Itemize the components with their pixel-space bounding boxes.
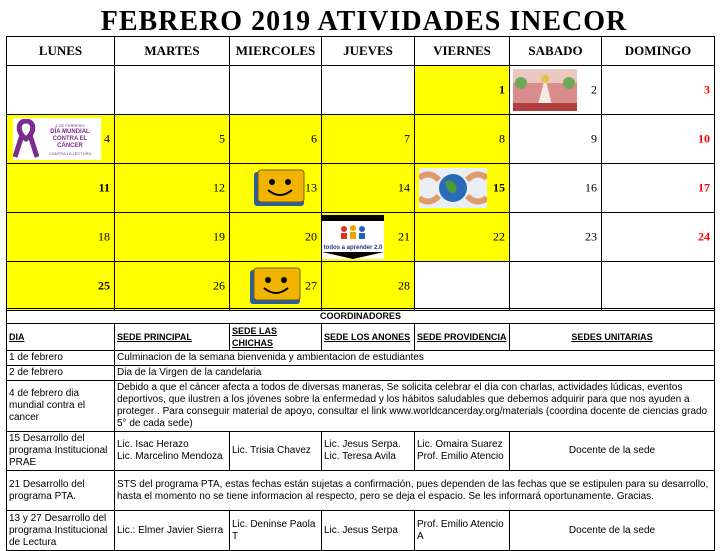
calendar-week [7, 262, 715, 311]
day-number: 18 [98, 229, 110, 244]
column-header: SEDE LAS CHICHAS [230, 324, 322, 351]
weekday-header: MARTES [115, 37, 230, 66]
day-cell [115, 164, 230, 213]
day-cell [510, 66, 602, 115]
sede-principal-coordinator: Lic. Isac Herazo Lic. Marcelino Mendoza [115, 432, 230, 471]
ribbon-caption: CONTRA EL [52, 135, 88, 142]
day-number: 21 [398, 229, 410, 244]
ribbon-caption-date: 4 DE FEBRERO [55, 122, 85, 128]
ribbon-caption: DÍA MUNDIAL [50, 128, 90, 135]
sede-chichas-coordinator: Lic. Trisia Chavez [230, 432, 322, 471]
sede-anones-coordinator: Lic. Jesus Serpa. Lic. Teresa Avila [322, 432, 415, 471]
day-number: 28 [398, 278, 410, 293]
day-number: 23 [585, 229, 597, 244]
day-number: 12 [213, 180, 225, 195]
empty-day-cell [7, 66, 115, 115]
row-date: 15 Desarrollo del programa Institucional PRAE [7, 432, 115, 471]
day-number: 25 [98, 278, 110, 293]
day-number: 7 [404, 131, 410, 146]
page-title: FEBRERO 2019 ATIVIDADES INECOR [100, 6, 628, 37]
day-cell [7, 262, 115, 311]
day-cell [322, 115, 415, 164]
day-cell [322, 164, 415, 213]
weekday-header-row [7, 37, 715, 66]
weekday-header: DOMINGO [602, 37, 715, 66]
table-row [7, 366, 715, 381]
day-cell [602, 115, 715, 164]
day-number: 24 [698, 229, 710, 244]
row-text: STS del programa PTA, estas fechas están sujetas a confirmación, pues dependen de las fechas que se estipulen para su desarrollo, hasta el momento no se tiene informacion al respecto, pero se deja el espacio. Se les informará oportunamente. Gracias. [115, 471, 715, 511]
weekday-header: MIERCOLES [230, 37, 322, 66]
sedes-unitarias-coordinator: Docente de la sede [510, 511, 715, 551]
sede-chichas-coordinator: Lic. Deninse Paola T [230, 511, 322, 551]
row-text: Dia de la Virgen de la candelaria [115, 366, 715, 381]
day-cell [322, 213, 415, 262]
day-cell [115, 213, 230, 262]
calendar-week [7, 66, 715, 115]
info-header-row [7, 324, 715, 351]
empty-day-cell [322, 66, 415, 115]
row-date: 2 de febrero [7, 366, 115, 381]
day-cell [602, 164, 715, 213]
day-number: 2 [591, 82, 597, 97]
day-number: 4 [104, 131, 110, 146]
row-date: 13 y 27 Desarrollo del programa Institucional de Lectura [7, 511, 115, 551]
day-number: 6 [311, 131, 317, 146]
coordinators-table [6, 308, 715, 551]
row-text: Culminacion de la semana bienvenida y ambientacion de estudiantes [115, 351, 715, 366]
table-row [7, 432, 715, 471]
day-cell [7, 213, 115, 262]
table-row [7, 381, 715, 432]
day-cell [7, 164, 115, 213]
day-number: 1 [499, 82, 505, 97]
empty-day-cell [602, 262, 715, 311]
day-cell [230, 262, 322, 311]
day-cell [415, 164, 510, 213]
day-cell [415, 213, 510, 262]
day-cell [510, 115, 602, 164]
todos-a-aprender-logo [322, 215, 384, 259]
row-text: Debido a que el cáncer afecta a todos de diversas maneras, Se solicita celebrar el día con charlas, actividades lúdicas, eventos deportivos, que ilustren a los jóvenes sobre la enfermedad y los hábitos saludables que debemos adquirir para que nos ayuden a proteger . Para conseguir material de apoyo, consultar el link www.worldcancerday.org/materials (coordina docente de ciencias grado 5° de cada sede) [115, 381, 715, 432]
day-number: 20 [305, 229, 317, 244]
empty-day-cell [510, 262, 602, 311]
todos-logo-text: todos a aprender 2.0 [323, 245, 383, 251]
sede-principal-coordinator: Lic.: Elmer Javier Sierra [115, 511, 230, 551]
day-number: 10 [698, 131, 710, 146]
virgin-candelaria-image [513, 69, 577, 111]
day-cell [322, 262, 415, 311]
smiling-book-icon [250, 168, 308, 208]
row-date: 4 de febrero dia mundial contra el cancer [7, 381, 115, 432]
day-cell [115, 262, 230, 311]
day-number: 9 [591, 131, 597, 146]
smiling-book-icon [246, 266, 304, 306]
day-number: 11 [98, 180, 110, 195]
table-row [7, 351, 715, 366]
day-number: 8 [499, 131, 505, 146]
coordinadores-heading: COORDINADORES [7, 309, 715, 324]
day-number: 27 [305, 278, 317, 293]
column-header: SEDE PRINCIPAL [115, 324, 230, 351]
day-cell [7, 115, 115, 164]
globe-in-hands-image [419, 168, 487, 208]
weekday-header: SABADO [510, 37, 602, 66]
awareness-ribbon-icon [13, 119, 39, 159]
calendar-grid [6, 36, 715, 311]
calendar-week [7, 213, 715, 262]
day-cell [602, 66, 715, 115]
day-cell [230, 164, 322, 213]
day-number: 22 [493, 229, 505, 244]
day-number: 5 [219, 131, 225, 146]
day-cell [115, 115, 230, 164]
table-row [7, 471, 715, 511]
day-number: 16 [585, 180, 597, 195]
row-date: 21 Desarrollo del programa PTA. [7, 471, 115, 511]
day-cell [415, 66, 510, 115]
people-icon [322, 215, 384, 245]
day-number: 26 [213, 278, 225, 293]
day-cell [510, 213, 602, 262]
ribbon-caption-sub: CONTRA LA LECTURA [48, 150, 92, 156]
sedes-unitarias-coordinator: Docente de la sede [510, 432, 715, 471]
empty-day-cell [415, 262, 510, 311]
empty-day-cell [115, 66, 230, 115]
sede-anones-coordinator: Lic. Jesus Serpa [322, 511, 415, 551]
column-header: DIA [7, 324, 115, 351]
row-date: 1 de febrero [7, 351, 115, 366]
day-cell [230, 213, 322, 262]
ribbon-caption: CÁNCER [57, 142, 83, 149]
day-number: 3 [704, 82, 710, 97]
day-number: 15 [493, 180, 505, 195]
day-cell [602, 213, 715, 262]
day-number: 19 [213, 229, 225, 244]
column-header: SEDES UNITARIAS [510, 324, 715, 351]
day-cell [415, 115, 510, 164]
world-cancer-day-image [13, 118, 101, 160]
table-row [7, 511, 715, 551]
weekday-header: LUNES [7, 37, 115, 66]
day-number: 17 [698, 180, 710, 195]
calendar-week [7, 164, 715, 213]
sede-providencia-coordinator: Prof. Emilio Atencio A [415, 511, 510, 551]
logo-base [322, 252, 384, 259]
weekday-header: VIERNES [415, 37, 510, 66]
day-cell [230, 115, 322, 164]
column-header: SEDE PROVIDENCIA [415, 324, 510, 351]
column-header: SEDE LOS ANONES [322, 324, 415, 351]
day-number: 14 [398, 180, 410, 195]
calendar-week [7, 115, 715, 164]
sede-providencia-coordinator: Lic. Omaira Suarez Prof. Emilio Atencio [415, 432, 510, 471]
day-number: 13 [305, 180, 317, 195]
day-cell [510, 164, 602, 213]
empty-day-cell [230, 66, 322, 115]
weekday-header: JUEVES [322, 37, 415, 66]
